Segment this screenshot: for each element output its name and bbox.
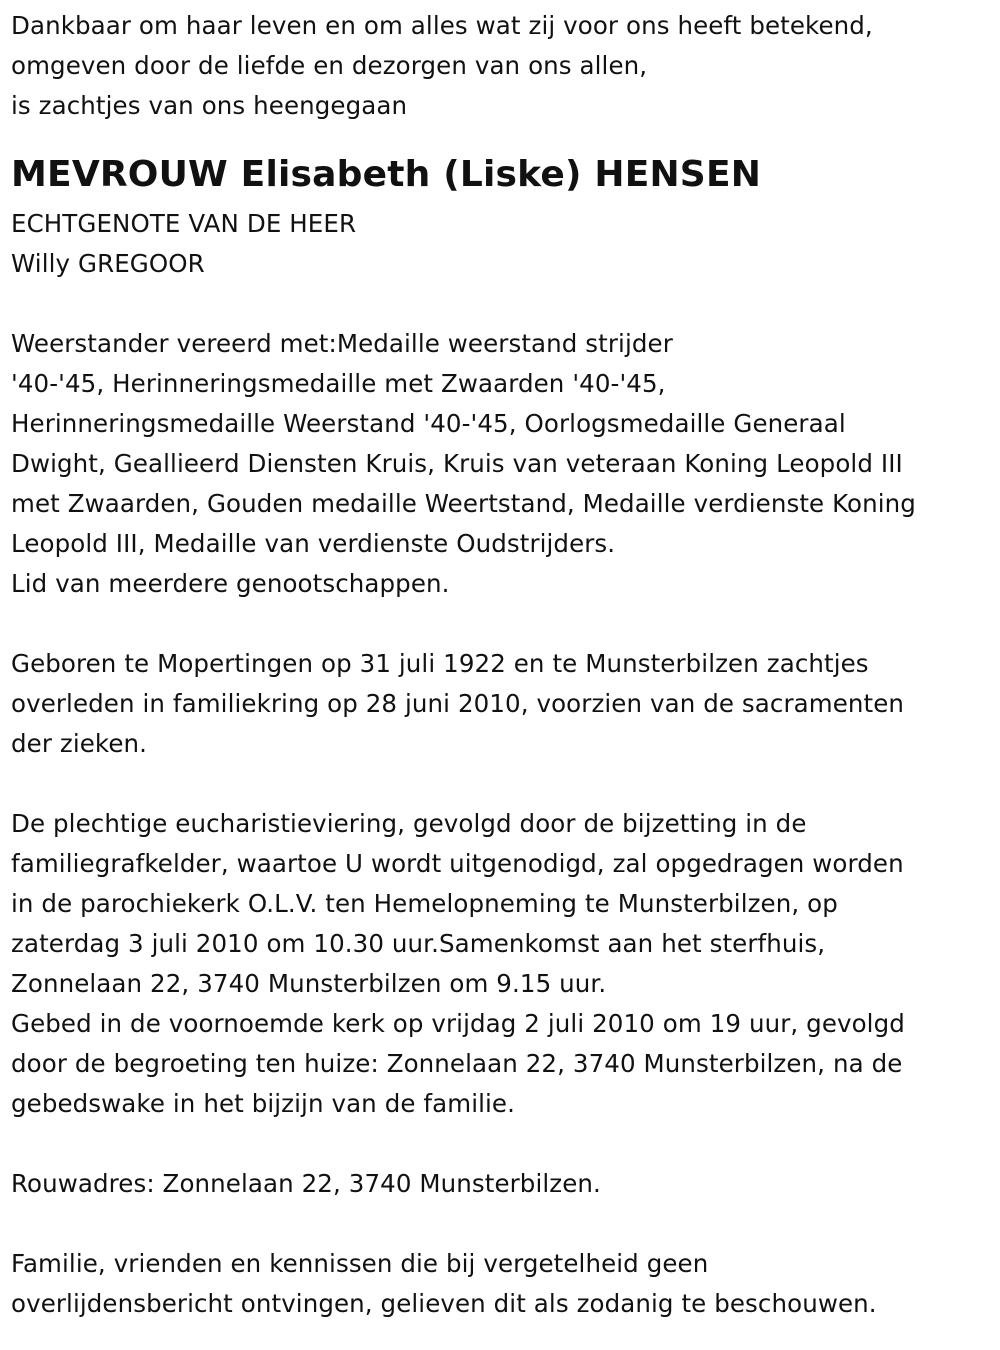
honors-line: Herinneringsmedaille Weerstand '40-'45, Oorlogsmedaille Generaal	[11, 409, 846, 438]
spouse-line: Willy GREGOOR	[11, 249, 205, 278]
honors-line: Leopold III, Medaille van verdienste Oudstrijders.	[11, 529, 616, 558]
ceremony-line: Gebed in de voornoemde kerk op vrijdag 2 juli 2010 om 19 uur, gevolgd	[11, 1009, 905, 1038]
ceremony-line: De plechtige eucharistieviering, gevolgd door de bijzetting in de	[11, 809, 807, 838]
ceremony-line: door de begroeting ten huize: Zonnelaan 22, 3740 Munsterbilzen, na de	[11, 1049, 903, 1078]
honors-line: Weerstander vereerd met:Medaille weerstand strijder	[11, 329, 673, 358]
address-paragraph	[11, 1164, 988, 1204]
ceremony-line: familiegrafkelder, waartoe U wordt uitgenodigd, zal opgedragen worden	[11, 849, 904, 878]
ceremony-line: Zonnelaan 22, 3740 Munsterbilzen om 9.15 uur.	[11, 969, 607, 998]
honors-line: met Zwaarden, Gouden medaille Weertstand, Medaille verdienste Koning	[11, 489, 916, 518]
birth-death-line: der zieken.	[11, 729, 148, 758]
ceremony-paragraph	[11, 804, 988, 1124]
intro-paragraph	[11, 6, 988, 126]
ceremony-line: zaterdag 3 juli 2010 om 10.30 uur.Samenkomst aan het sterfhuis,	[11, 929, 826, 958]
closing-line: Familie, vrienden en kennissen die bij vergetelheid geen	[11, 1249, 709, 1278]
closing-paragraph	[11, 1244, 988, 1324]
ceremony-line: in de parochiekerk O.L.V. ten Hemelopneming te Munsterbilzen, op	[11, 889, 838, 918]
honors-line: '40-'45, Herinneringsmedaille met Zwaarden '40-'45,	[11, 369, 666, 398]
intro-line: Dankbaar om haar leven en om alles wat zij voor ons heeft betekend,	[11, 11, 873, 40]
honors-line: Dwight, Geallieerd Diensten Kruis, Kruis van veteraan Koning Leopold III	[11, 449, 903, 478]
intro-line: is zachtjes van ons heengegaan	[11, 91, 408, 120]
ceremony-line: gebedswake in het bijzijn van de familie.	[11, 1089, 515, 1118]
spouse-block	[11, 204, 988, 284]
address-line: Rouwadres: Zonnelaan 22, 3740 Munsterbilzen.	[11, 1169, 601, 1198]
closing-line: overlijdensbericht ontvingen, gelieven dit als zodanig te beschouwen.	[11, 1289, 877, 1318]
birth-death-line: overleden in familiekring op 28 juni 2010, voorzien van de sacramenten	[11, 689, 905, 718]
deceased-name: MEVROUW Elisabeth (Liske) HENSEN	[11, 154, 762, 195]
birth-death-line: Geboren te Mopertingen op 31 juli 1922 en te Munsterbilzen zachtjes	[11, 649, 869, 678]
birth-death-paragraph	[11, 644, 988, 764]
intro-line: omgeven door de liefde en dezorgen van ons allen,	[11, 51, 648, 80]
honors-line: Lid van meerdere genootschappen.	[11, 569, 450, 598]
honors-paragraph	[11, 324, 988, 604]
spouse-line: ECHTGENOTE VAN DE HEER	[11, 209, 357, 238]
